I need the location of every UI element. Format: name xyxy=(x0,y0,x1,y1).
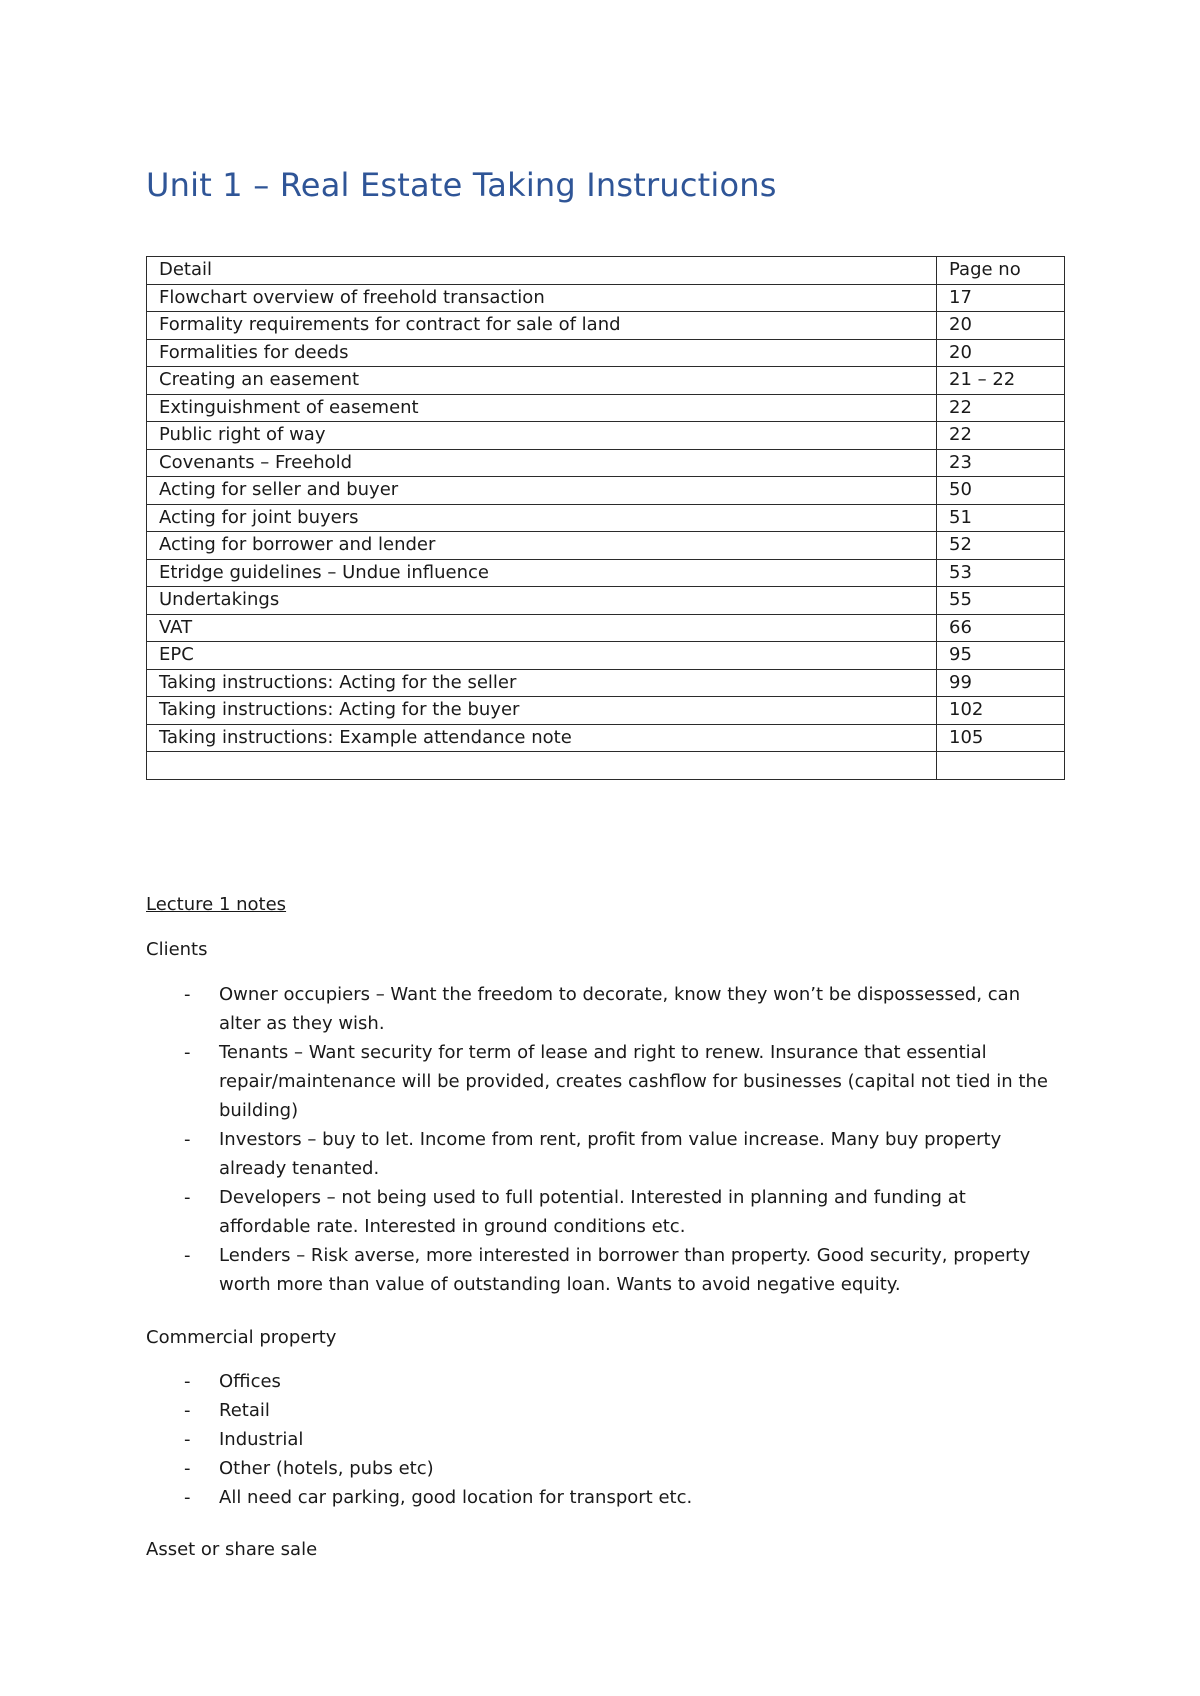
list-item xyxy=(146,1241,1066,1299)
row-detail: Undertakings xyxy=(147,587,937,615)
list-item-line: Owner occupiers – Want the freedom to decorate, know they won’t be dispossessed, can xyxy=(219,984,1021,1005)
row-page: 55 xyxy=(937,587,1065,615)
row-detail: Formality requirements for contract for sale of land xyxy=(147,312,937,340)
row-page: 17 xyxy=(937,284,1065,312)
table-row xyxy=(147,504,1065,532)
header-detail: Detail xyxy=(147,257,937,285)
dash-bullet: - xyxy=(184,1400,191,1421)
dash-bullet: - xyxy=(184,1042,191,1063)
table-row xyxy=(147,587,1065,615)
table-row xyxy=(147,477,1065,505)
list-item-line: alter as they wish. xyxy=(219,1013,385,1034)
list-item xyxy=(146,1367,1066,1396)
row-detail: EPC xyxy=(147,642,937,670)
table-row xyxy=(147,312,1065,340)
table-row xyxy=(147,724,1065,752)
commercial-list xyxy=(146,1367,1066,1512)
row-detail: Flowchart overview of freehold transaction xyxy=(147,284,937,312)
row-page: 20 xyxy=(937,312,1065,340)
row-detail: Public right of way xyxy=(147,422,937,450)
list-item xyxy=(146,1125,1066,1183)
table-row xyxy=(147,394,1065,422)
row-page: 66 xyxy=(937,614,1065,642)
list-item-line: Tenants – Want security for term of lease and right to renew. Insurance that essential xyxy=(219,1042,987,1063)
clients-heading: Clients xyxy=(146,939,208,960)
lecture-heading: Lecture 1 notes xyxy=(146,894,287,915)
list-item xyxy=(146,1183,1066,1241)
dash-bullet: - xyxy=(184,1371,191,1392)
row-page: 95 xyxy=(937,642,1065,670)
row-detail: Taking instructions: Acting for the seller xyxy=(147,669,937,697)
list-item xyxy=(146,980,1066,1038)
list-item-line: Industrial xyxy=(219,1429,304,1450)
list-item-line: worth more than value of outstanding loan. Wants to avoid negative equity. xyxy=(219,1274,901,1295)
commercial-heading: Commercial property xyxy=(146,1327,337,1348)
row-page: 51 xyxy=(937,504,1065,532)
dash-bullet: - xyxy=(184,1129,191,1150)
table-row xyxy=(147,449,1065,477)
list-item-line: All need car parking, good location for transport etc. xyxy=(219,1487,693,1508)
clients-list xyxy=(146,980,1066,1299)
table-row xyxy=(147,669,1065,697)
table-row xyxy=(147,532,1065,560)
table-header-row xyxy=(147,257,1065,285)
row-detail: Extinguishment of easement xyxy=(147,394,937,422)
list-item-line: building) xyxy=(219,1100,299,1121)
list-item xyxy=(146,1483,1066,1512)
row-detail: Creating an easement xyxy=(147,367,937,395)
row-detail: Acting for joint buyers xyxy=(147,504,937,532)
row-page: 53 xyxy=(937,559,1065,587)
table-row xyxy=(147,642,1065,670)
asset-heading: Asset or share sale xyxy=(146,1539,318,1560)
row-detail: Covenants – Freehold xyxy=(147,449,937,477)
list-item-line: Lenders – Risk averse, more interested in borrower than property. Good security, property xyxy=(219,1245,1031,1266)
list-item-line: affordable rate. Interested in ground conditions etc. xyxy=(219,1216,686,1237)
row-page: 22 xyxy=(937,422,1065,450)
row-page: 99 xyxy=(937,669,1065,697)
list-item-line: Investors – buy to let. Income from rent, profit from value increase. Many buy property xyxy=(219,1129,1002,1150)
table-row xyxy=(147,367,1065,395)
table-row-empty xyxy=(147,752,1065,780)
list-item-line: already tenanted. xyxy=(219,1158,380,1179)
row-detail: Taking instructions: Acting for the buyer xyxy=(147,697,937,725)
list-item-line: repair/maintenance will be provided, creates cashflow for businesses (capital not tied in the xyxy=(219,1071,1048,1092)
table-row xyxy=(147,422,1065,450)
list-item xyxy=(146,1454,1066,1483)
table-row xyxy=(147,339,1065,367)
row-detail: Acting for seller and buyer xyxy=(147,477,937,505)
list-item-line: Offices xyxy=(219,1371,281,1392)
dash-bullet: - xyxy=(184,1187,191,1208)
row-page: 50 xyxy=(937,477,1065,505)
list-item-line: Other (hotels, pubs etc) xyxy=(219,1458,434,1479)
document-title: Unit 1 – Real Estate Taking Instructions xyxy=(146,166,777,204)
dash-bullet: - xyxy=(184,1429,191,1450)
list-item xyxy=(146,1396,1066,1425)
row-detail: Taking instructions: Example attendance note xyxy=(147,724,937,752)
row-page: 23 xyxy=(937,449,1065,477)
list-item xyxy=(146,1038,1066,1125)
row-page: 21 – 22 xyxy=(937,367,1065,395)
row-detail: VAT xyxy=(147,614,937,642)
row-page xyxy=(937,752,1065,780)
list-item-line: Developers – not being used to full potential. Interested in planning and funding at xyxy=(219,1187,966,1208)
table-row xyxy=(147,614,1065,642)
dash-bullet: - xyxy=(184,984,191,1005)
header-page-no: Page no xyxy=(937,257,1065,285)
contents-table xyxy=(146,256,1065,780)
row-detail: Etridge guidelines – Undue influence xyxy=(147,559,937,587)
row-detail xyxy=(147,752,937,780)
dash-bullet: - xyxy=(184,1458,191,1479)
table-row xyxy=(147,559,1065,587)
row-page: 102 xyxy=(937,697,1065,725)
row-detail: Formalities for deeds xyxy=(147,339,937,367)
row-page: 52 xyxy=(937,532,1065,560)
table-row xyxy=(147,284,1065,312)
dash-bullet: - xyxy=(184,1487,191,1508)
row-detail: Acting for borrower and lender xyxy=(147,532,937,560)
list-item xyxy=(146,1425,1066,1454)
row-page: 105 xyxy=(937,724,1065,752)
table-row xyxy=(147,697,1065,725)
row-page: 20 xyxy=(937,339,1065,367)
row-page: 22 xyxy=(937,394,1065,422)
dash-bullet: - xyxy=(184,1245,191,1266)
list-item-line: Retail xyxy=(219,1400,270,1421)
